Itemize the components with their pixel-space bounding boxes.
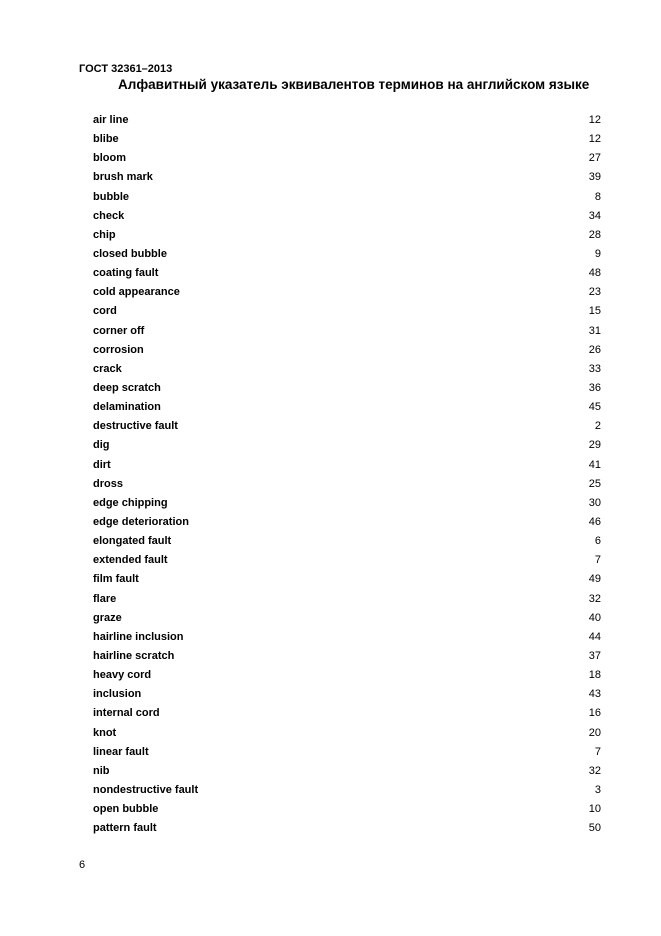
index-ref: 30 (588, 496, 601, 509)
index-ref: 29 (588, 439, 601, 452)
index-term: nondestructive fault (93, 783, 199, 796)
index-ref: 12 (588, 133, 601, 146)
index-term: delamination (93, 401, 161, 414)
index-ref: 25 (588, 477, 601, 490)
index-term: inclusion (93, 688, 142, 701)
index-ref: 31 (588, 324, 601, 337)
index-row (93, 647, 601, 666)
index-term: closed bubble (93, 247, 167, 260)
index-term: coating fault (93, 267, 159, 280)
index-term: destructive fault (93, 420, 178, 433)
index-term: air line (93, 114, 129, 126)
index-term: film fault (93, 573, 139, 586)
index-row (93, 245, 601, 264)
index-term: linear fault (93, 745, 149, 758)
index-ref: 26 (588, 343, 601, 356)
index-row (93, 360, 601, 379)
index-ref: 40 (588, 611, 601, 624)
index-row (93, 590, 601, 609)
index-row (93, 149, 601, 168)
index-ref: 32 (588, 592, 601, 605)
index-row (93, 302, 601, 321)
index-row (93, 532, 601, 551)
page-number: 6 (79, 859, 86, 871)
index-row (93, 130, 601, 149)
index-term: flare (93, 592, 117, 605)
index-term: dig (93, 439, 110, 452)
index-term: cord (93, 305, 117, 318)
index-term: nib (93, 764, 110, 777)
index-term: bubble (93, 190, 130, 203)
index-term: bloom (93, 152, 126, 165)
index-term: cold appearance (93, 286, 180, 299)
index-row (93, 570, 601, 589)
index-row (93, 264, 601, 283)
index-term: dross (93, 477, 123, 490)
index-row (93, 341, 601, 360)
index-ref: 33 (588, 362, 601, 375)
index-row (93, 207, 601, 226)
index-row (93, 226, 601, 245)
index-term: brush mark (93, 171, 153, 184)
index-ref: 48 (588, 267, 601, 280)
index-ref: 2 (594, 420, 601, 433)
index-row (93, 379, 601, 398)
index-row (93, 666, 601, 685)
index-ref: 39 (588, 171, 601, 184)
index-term: corner off (93, 324, 145, 337)
index-list (93, 111, 601, 838)
index-term: extended fault (93, 554, 168, 567)
index-term: deep scratch (93, 381, 161, 394)
index-row (93, 456, 601, 475)
index-ref: 43 (588, 688, 601, 701)
index-row (93, 743, 601, 762)
index-term: dirt (93, 458, 111, 471)
index-ref: 6 (594, 535, 601, 548)
index-term: internal cord (93, 707, 160, 720)
index-term: chip (93, 228, 116, 241)
index-term: hairline inclusion (93, 630, 184, 643)
index-ref: 44 (588, 630, 601, 643)
index-row (93, 704, 601, 723)
index-row (93, 800, 601, 819)
index-ref: 7 (594, 554, 601, 567)
index-row (93, 513, 601, 532)
index-term: elongated fault (93, 535, 172, 548)
index-term: edge chipping (93, 496, 168, 509)
index-ref: 15 (588, 305, 601, 318)
index-term: blibe (93, 133, 119, 146)
index-ref: 27 (588, 152, 601, 165)
index-row (93, 685, 601, 704)
index-ref: 46 (588, 515, 601, 528)
standard-code: ГОСТ 32361–2013 (79, 63, 173, 75)
index-term: crack (93, 362, 122, 375)
index-ref: 45 (588, 401, 601, 414)
index-ref: 20 (588, 726, 601, 739)
index-row (93, 475, 601, 494)
index-row (93, 781, 601, 800)
index-ref: 9 (594, 247, 601, 260)
index-term: corrosion (93, 343, 144, 356)
index-ref: 8 (594, 190, 601, 203)
index-row (93, 494, 601, 513)
index-term: open bubble (93, 803, 159, 816)
index-row (93, 322, 601, 341)
index-row (93, 628, 601, 647)
index-term: knot (93, 726, 117, 739)
index-ref: 34 (588, 209, 601, 222)
index-term: heavy cord (93, 669, 152, 682)
index-term: edge deterioration (93, 515, 189, 528)
index-term: graze (93, 611, 122, 624)
index-row (93, 398, 601, 417)
index-term: hairline scratch (93, 649, 175, 662)
index-row (93, 168, 601, 187)
index-ref: 16 (588, 707, 601, 720)
index-ref: 28 (588, 228, 601, 241)
index-ref: 49 (588, 573, 601, 586)
index-row (93, 551, 601, 570)
index-ref: 32 (588, 764, 601, 777)
index-ref: 41 (588, 458, 601, 471)
index-title: Алфавитный указатель эквивалентов терминов на английском языке (118, 77, 590, 92)
index-ref: 36 (588, 381, 601, 394)
index-ref: 18 (588, 669, 601, 682)
index-ref: 37 (588, 649, 601, 662)
index-row (93, 111, 601, 130)
index-ref: 12 (588, 114, 601, 126)
index-row (93, 283, 601, 302)
index-row (93, 417, 601, 436)
index-ref: 3 (594, 783, 601, 796)
index-row (93, 609, 601, 628)
index-row (93, 188, 601, 207)
index-ref: 10 (588, 803, 601, 816)
index-ref: 7 (594, 745, 601, 758)
index-row (93, 724, 601, 743)
index-term: check (93, 209, 125, 222)
index-row (93, 762, 601, 781)
index-ref: 23 (588, 286, 601, 299)
index-ref: 50 (588, 822, 601, 835)
index-term: pattern fault (93, 822, 157, 835)
index-row (93, 819, 601, 838)
index-row (93, 436, 601, 455)
